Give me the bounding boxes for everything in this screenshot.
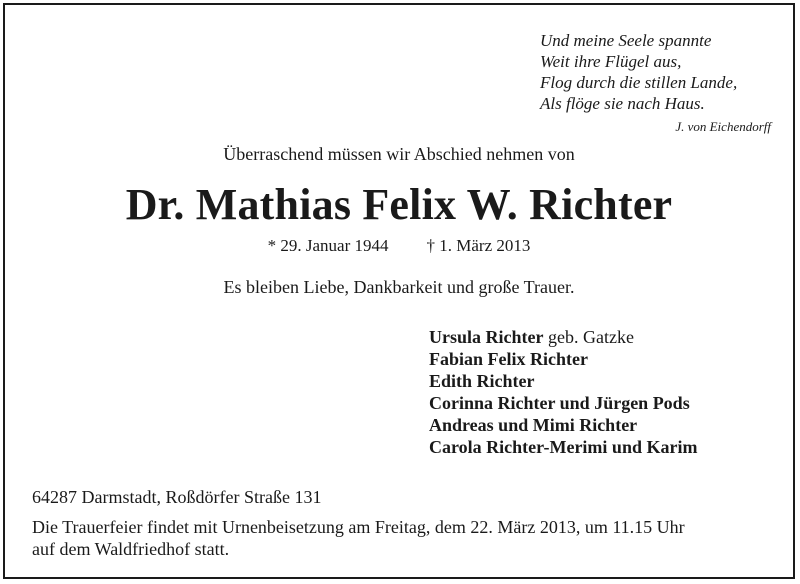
family-member-name: Corinna Richter und Jürgen Pods: [429, 393, 690, 413]
family-member-name: Ursula Richter: [429, 327, 544, 347]
family-member: [429, 326, 697, 348]
remain-text: Es bleiben Liebe, Dankbarkeit und große Trauer.: [223, 277, 575, 297]
funeral-service-info: [32, 516, 792, 560]
service-line: auf dem Waldfriedhof statt.: [32, 539, 230, 559]
address: 64287 Darmstadt, Roßdörfer Straße 131: [32, 487, 322, 507]
birth-date: * 29. Januar 1944: [267, 236, 389, 255]
service-line: Die Trauerfeier findet mit Urnenbeisetzung am Freitag, dem 22. März 2013, um 11.15 Uhr: [32, 517, 685, 537]
poem: [540, 30, 780, 114]
family-member: [429, 414, 697, 436]
poem-author: J. von Eichendorff: [675, 119, 771, 134]
family-member-name: Edith Richter: [429, 371, 535, 391]
poem-line: Und meine Seele spannte: [540, 31, 712, 50]
family-member-name: Fabian Felix Richter: [429, 349, 588, 369]
family-member: [429, 370, 697, 392]
obituary-notice: [3, 3, 795, 579]
family-list: [429, 326, 697, 458]
life-dates: [5, 236, 793, 256]
death-date: † 1. März 2013: [426, 236, 531, 255]
poem-line: Weit ihre Flügel aus,: [540, 52, 682, 71]
family-member-suffix: geb. Gatzke: [543, 327, 634, 347]
poem-line: Flog durch die stillen Lande,: [540, 73, 738, 92]
family-member-name: Carola Richter-Merimi und Karim: [429, 437, 698, 457]
intro-text: Überraschend müssen wir Abschied nehmen von: [223, 144, 575, 164]
family-member: [429, 392, 697, 414]
family-member-name: Andreas und Mimi Richter: [429, 415, 638, 435]
poem-line: Als flöge sie nach Haus.: [540, 94, 705, 113]
deceased-name: Dr. Mathias Felix W. Richter: [125, 180, 673, 229]
family-member: [429, 436, 697, 458]
family-member: [429, 348, 697, 370]
